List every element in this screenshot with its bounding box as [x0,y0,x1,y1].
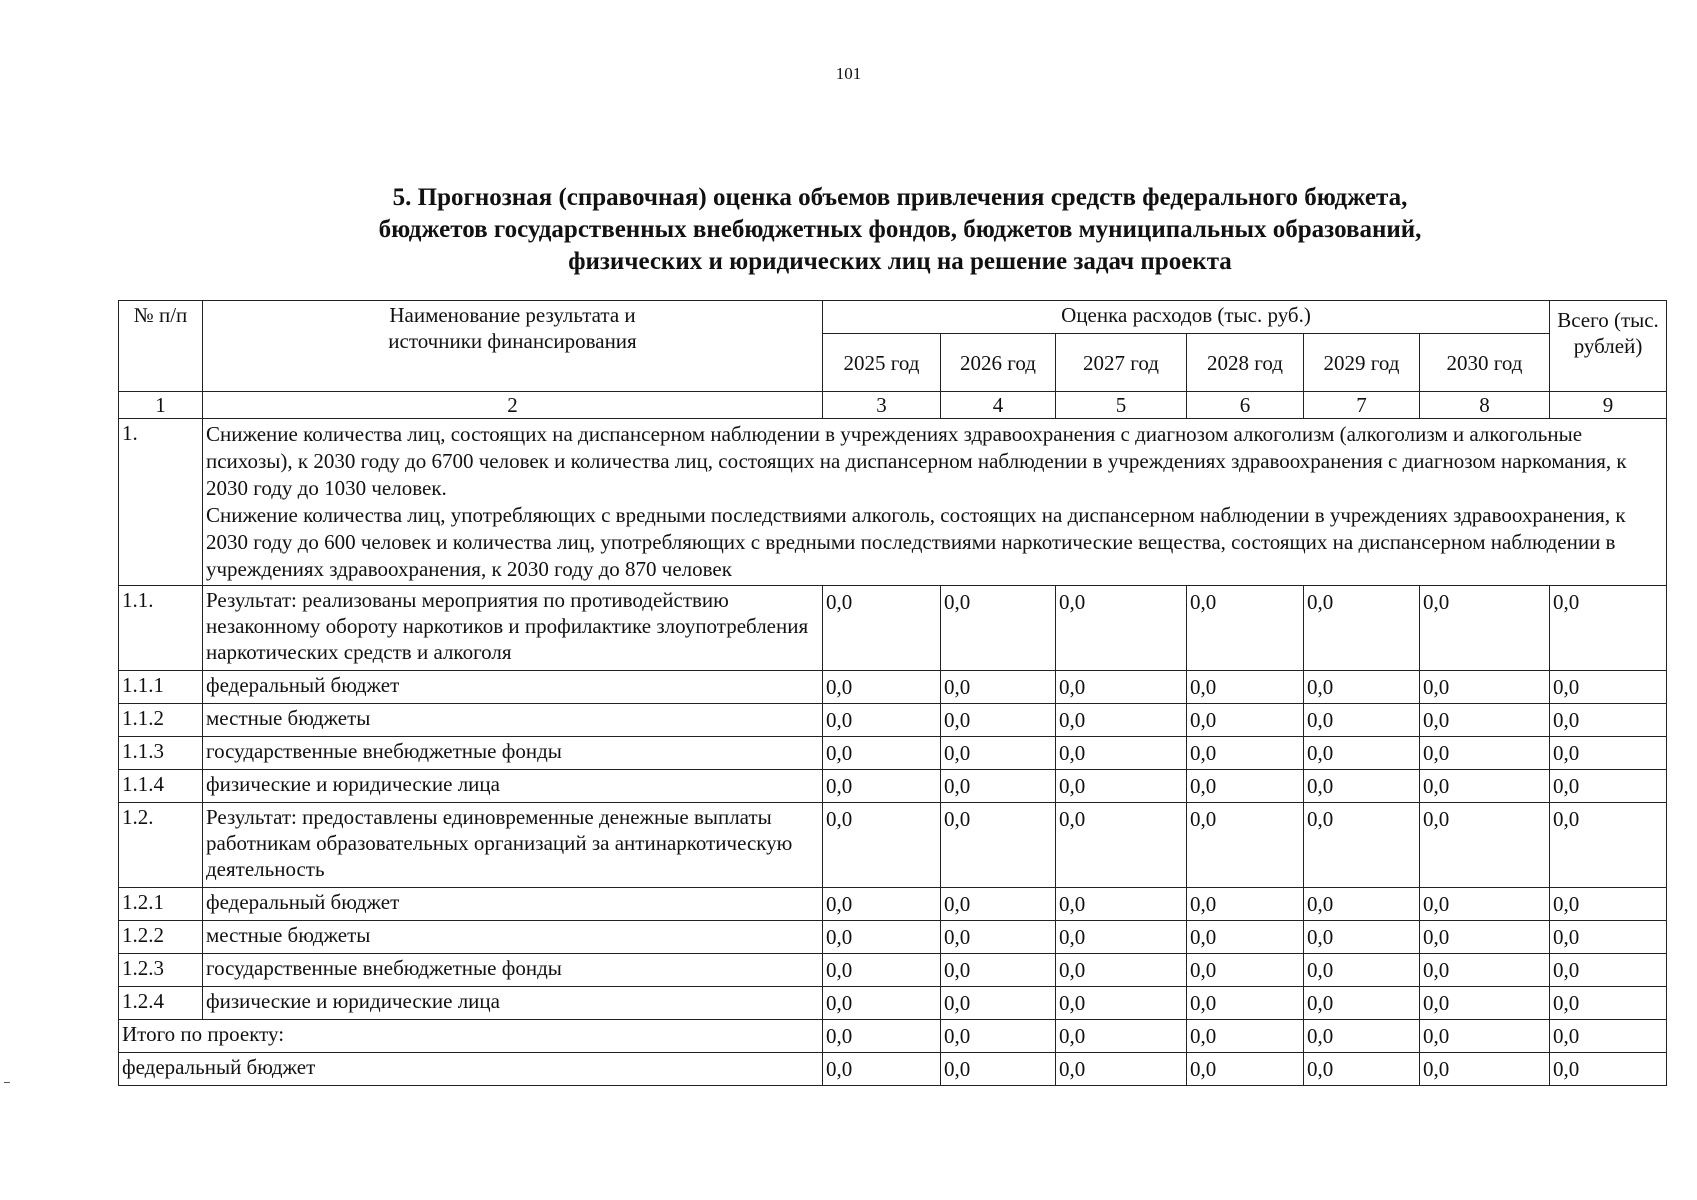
source-row [119,888,1667,921]
row-value: 0,0 [1187,704,1304,737]
total-name: Итого по проекту: [119,1020,823,1053]
source-row [119,770,1667,803]
row-value: 0,0 [823,987,941,1020]
row-value: 0,0 [823,921,941,954]
row-value: 0,0 [941,987,1056,1020]
row-value: 0,0 [1056,921,1187,954]
row-value: 0,0 [1056,704,1187,737]
scan-edge-mark [4,1082,10,1083]
row-num: 1.1.4 [119,770,203,803]
section-title [0,182,1697,278]
row-value: 0,0 [823,737,941,770]
row-value: 0,0 [1304,671,1420,704]
row-name: федеральный бюджет [203,888,823,921]
total-value: 0,0 [1550,1053,1667,1086]
result-row [119,586,1667,671]
total-row [119,1053,1667,1086]
column-number: 9 [1550,392,1667,419]
header-total: Всего (тыс. рублей) [1550,301,1667,392]
row-value: 0,0 [1187,770,1304,803]
column-number: 4 [941,392,1056,419]
total-row [119,1020,1667,1053]
title-line: физических и юридических лиц на решение задач проекта [568,248,1232,275]
row-value: 0,0 [941,803,1056,888]
total-value: 0,0 [1187,1020,1304,1053]
row-value: 0,0 [1550,586,1667,671]
row-value: 0,0 [941,586,1056,671]
row-value: 0,0 [1420,888,1550,921]
row-num: 1.2.2 [119,921,203,954]
row-value: 0,0 [941,737,1056,770]
row-value: 0,0 [1056,737,1187,770]
total-value: 0,0 [1550,1020,1667,1053]
row-value: 0,0 [1056,671,1187,704]
row-value: 0,0 [1420,921,1550,954]
row-value: 0,0 [941,770,1056,803]
total-value: 0,0 [941,1053,1056,1086]
row-value: 0,0 [1420,770,1550,803]
row-name: физические и юридические лица [203,770,823,803]
header-row [119,301,1667,334]
row-value: 0,0 [1304,803,1420,888]
row-value: 0,0 [1304,987,1420,1020]
row-name: государственные внебюджетные фонды [203,954,823,987]
total-value: 0,0 [1420,1020,1550,1053]
total-value: 0,0 [1056,1020,1187,1053]
row-num: 1.2.1 [119,888,203,921]
goal-text-part: Снижение количества лиц, состоящих на диспансерном наблюдении в учреждениях здравоохранения с диагнозом алкоголизм (алкоголизм и алкогольные психозы), к 2030 году до 6700 человек и количества лиц, состоящих на диспансерном наблюдении в учреждениях здравоохранения с диагнозом наркомания, к 2030 году до 1030 человек. [206,422,1627,500]
page-number: 101 [835,64,862,83]
row-value: 0,0 [1304,921,1420,954]
header-name: Наименование результата и источники финансирования [203,301,823,392]
row-value: 0,0 [1304,770,1420,803]
row-value: 0,0 [1187,954,1304,987]
row-value: 0,0 [941,704,1056,737]
row-value: 0,0 [823,888,941,921]
row-value: 0,0 [1056,888,1187,921]
column-number: 1 [119,392,203,419]
row-value: 0,0 [823,671,941,704]
source-row [119,704,1667,737]
header-year: 2030 год [1420,334,1550,392]
source-row [119,737,1667,770]
total-value: 0,0 [1187,1053,1304,1086]
column-number: 2 [203,392,823,419]
total-value: 0,0 [1420,1053,1550,1086]
column-numbers-row [119,392,1667,419]
row-name: федеральный бюджет [203,671,823,704]
goal-row [119,419,1667,586]
total-value: 0,0 [823,1020,941,1053]
rows-body [119,586,1667,1020]
row-value: 0,0 [1304,737,1420,770]
total-value: 0,0 [1056,1053,1187,1086]
row-value: 0,0 [1304,586,1420,671]
row-value: 0,0 [1550,987,1667,1020]
row-value: 0,0 [1550,954,1667,987]
row-value: 0,0 [1056,987,1187,1020]
row-num: 1.2.3 [119,954,203,987]
source-row [119,921,1667,954]
column-number: 6 [1187,392,1304,419]
total-value: 0,0 [1304,1053,1420,1086]
row-value: 0,0 [1420,737,1550,770]
header-year: 2025 год [823,334,941,392]
row-num: 1.1.1 [119,671,203,704]
row-value: 0,0 [1420,987,1550,1020]
row-value: 0,0 [1550,888,1667,921]
goal-text [203,419,1667,586]
row-value: 0,0 [941,888,1056,921]
row-value: 0,0 [1550,671,1667,704]
row-name: физические и юридические лица [203,987,823,1020]
row-value: 0,0 [1187,888,1304,921]
row-value: 0,0 [1420,954,1550,987]
totals-body [119,1020,1667,1086]
row-value: 0,0 [1420,671,1550,704]
row-num: 1.2.4 [119,987,203,1020]
goal-text-part: Снижение количества лиц, употребляющих с вредными последствиями алкоголь, состоящих на диспансерном наблюдении в учреждениях здравоохранения, к 2030 году до 600 человек и количества лиц, употребляющих с вредными последствиями наркотические вещества, состоящих на диспансерном наблюдении в учреждениях здравоохранения, к 2030 году до 870 человек [206,503,1626,581]
row-value: 0,0 [1056,954,1187,987]
row-value: 0,0 [1420,803,1550,888]
row-value: 0,0 [1304,888,1420,921]
column-number: 7 [1304,392,1420,419]
row-value: 0,0 [1304,954,1420,987]
source-row [119,671,1667,704]
row-value: 0,0 [1187,803,1304,888]
row-value: 0,0 [1056,803,1187,888]
header-num: № п/п [119,301,203,392]
row-num: 1.1.2 [119,704,203,737]
header-year: 2026 год [941,334,1056,392]
row-name: Результат: реализованы мероприятия по противодействию незаконному обороту наркотиков и профилактике злоупотребления наркотических средств и алкоголя [203,586,823,671]
header-year: 2027 год [1056,334,1187,392]
title-line: бюджетов государственных внебюджетных фондов, бюджетов муниципальных образований, [378,216,1422,243]
row-value: 0,0 [823,954,941,987]
row-value: 0,0 [1550,737,1667,770]
financing-table [118,300,1667,1086]
row-value: 0,0 [941,921,1056,954]
row-num: 1.1. [119,586,203,671]
row-value: 0,0 [1056,770,1187,803]
row-value: 0,0 [823,586,941,671]
total-value: 0,0 [1304,1020,1420,1053]
row-value: 0,0 [823,803,941,888]
row-name: местные бюджеты [203,921,823,954]
header-year: 2028 год [1187,334,1304,392]
title-line: 5. Прогнозная (справочная) оценка объемов привлечения средств федерального бюджета, [392,184,1408,211]
total-value: 0,0 [823,1053,941,1086]
header-expenses: Оценка расходов (тыс. руб.) [823,301,1550,334]
row-value: 0,0 [1187,586,1304,671]
row-value: 0,0 [1187,987,1304,1020]
column-number: 5 [1056,392,1187,419]
row-value: 0,0 [1550,921,1667,954]
total-name: федеральный бюджет [119,1053,823,1086]
row-name: местные бюджеты [203,704,823,737]
goal-num: 1. [119,419,203,586]
row-value: 0,0 [1550,803,1667,888]
source-row [119,954,1667,987]
total-value: 0,0 [941,1020,1056,1053]
row-value: 0,0 [941,954,1056,987]
row-name: Результат: предоставлены единовременные денежные выплаты работникам образовательных организаций за антинаркотическую деятельность [203,803,823,888]
row-value: 0,0 [1304,704,1420,737]
row-value: 0,0 [1420,704,1550,737]
result-row [119,803,1667,888]
row-num: 1.1.3 [119,737,203,770]
row-value: 0,0 [1187,737,1304,770]
row-value: 0,0 [823,704,941,737]
row-num: 1.2. [119,803,203,888]
row-value: 0,0 [1056,586,1187,671]
row-value: 0,0 [1550,704,1667,737]
row-value: 0,0 [1187,671,1304,704]
header-year: 2029 год [1304,334,1420,392]
row-name: государственные внебюджетные фонды [203,737,823,770]
row-value: 0,0 [1187,921,1304,954]
column-number: 8 [1420,392,1550,419]
row-value: 0,0 [1420,586,1550,671]
row-value: 0,0 [1550,770,1667,803]
source-row [119,987,1667,1020]
column-number: 3 [823,392,941,419]
row-value: 0,0 [823,770,941,803]
row-value: 0,0 [941,671,1056,704]
